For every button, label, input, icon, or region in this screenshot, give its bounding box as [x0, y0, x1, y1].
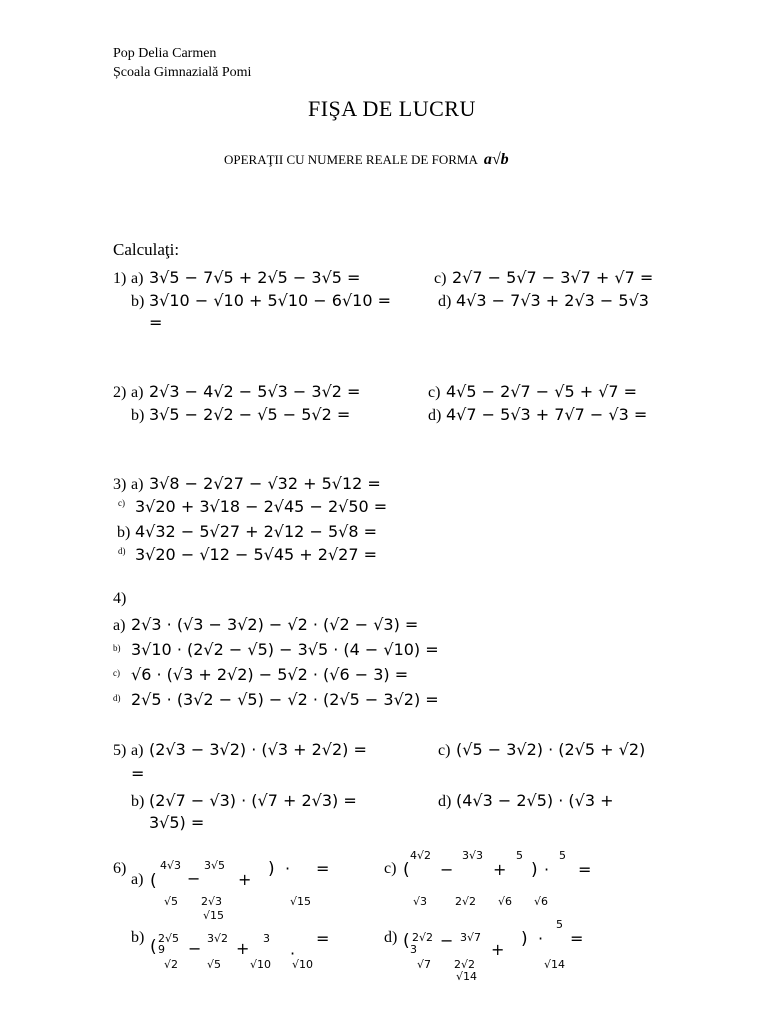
ex6-a-extra: √15 [203, 909, 225, 922]
ex2-d-expr: 4√7 − 5√3 + 7√7 − √3 = [446, 405, 648, 424]
ex6-a-plus: + [238, 870, 252, 889]
page-subtitle [224, 151, 509, 169]
ex6-d-extra: √14 [456, 970, 478, 983]
ex5-number: 5) [113, 742, 127, 759]
page-title: FIŞA DE LUCRU [308, 96, 476, 121]
ex6-c-open: ( [403, 860, 410, 880]
ex3-c-label: c) [118, 498, 125, 508]
ex2-number: 2) [113, 384, 127, 401]
ex4-c-label: c) [113, 668, 120, 678]
ex2-a-expr: 2√3 − 4√2 − 5√3 − 3√2 = [149, 382, 361, 401]
ex6-c-den4: √6 [534, 895, 549, 908]
ex5-a-label: a) [131, 742, 144, 759]
ex6-b-minus: − [188, 939, 202, 958]
ex6-b-eq: = [316, 929, 330, 948]
ex4-a-label: a) [113, 617, 126, 634]
ex6-a-den2: 2√3 [201, 895, 223, 908]
subtitle-text: OPERAŢII CU NUMERE REALE DE FORMA [224, 152, 478, 167]
ex5-a-expr: (2√3 − 3√2) · (√3 + 2√2) = [149, 740, 367, 759]
ex6-d-close: ) [521, 929, 528, 949]
ex1-b-cont: = [149, 313, 163, 332]
ex6-a-close: ) [268, 859, 275, 879]
ex6-b-num1: 2√5 [158, 932, 180, 945]
ex1-b-label: b) [131, 293, 145, 310]
ex6-d-den3: √14 [544, 958, 566, 971]
ex6-c-close: ) [531, 860, 538, 880]
ex6-c-eq: = [578, 860, 592, 879]
ex6-b-plus: + [236, 939, 250, 958]
ex6-c-dot: · [544, 860, 550, 879]
ex2-c-expr: 4√5 − 2√7 − √5 + √7 = [446, 382, 638, 401]
ex6-c-den2: 2√2 [455, 895, 477, 908]
ex6-b-dot: · [290, 944, 296, 963]
ex2-a-label: a) [131, 384, 144, 401]
ex6-a-label: a) [131, 871, 144, 888]
ex6-a-dot: · [285, 859, 291, 878]
ex5-b-label: b) [131, 793, 145, 810]
ex3-d-expr: 3√20 − √12 − 5√45 + 2√27 = [135, 545, 377, 564]
ex4-b-label: b) [113, 643, 121, 653]
ex1-c-expr: 2√7 − 5√7 − 3√7 + √7 = [452, 268, 654, 287]
ex6-c-num2: 3√3 [462, 849, 484, 862]
ex6-d-num1: 2√2 [412, 931, 434, 944]
ex6-d-num2: 3√7 [460, 931, 482, 944]
ex3-number: 3) [113, 476, 127, 493]
instruction: Calculaţi: [113, 240, 180, 259]
ex5-a-cont: = [131, 764, 145, 783]
ex5-d-expr: (4√3 − 2√5) · (√3 + [456, 791, 614, 810]
ex6-b-open: ( [150, 937, 157, 957]
ex2-d-label: d) [428, 407, 442, 424]
ex6-c-plus: + [493, 860, 507, 879]
ex6-d-open: ( [403, 931, 410, 951]
ex3-b-label: b) [117, 524, 131, 541]
ex4-d-label: d) [113, 693, 121, 703]
ex6-b-den1: √2 [164, 958, 179, 971]
ex4-number: 4) [113, 590, 127, 607]
ex6-d-plus: + [491, 940, 505, 959]
ex1-c-label: c) [434, 270, 447, 287]
ex6-a-den3: √15 [290, 895, 312, 908]
ex2-b-label: b) [131, 407, 145, 424]
ex6-c-den1: √3 [413, 895, 428, 908]
ex6-a-den1: √5 [164, 895, 179, 908]
ex5-d-label: d) [438, 793, 452, 810]
ex6-c-num4: 5 [559, 849, 566, 862]
ex6-d-den1: √7 [417, 958, 432, 971]
school-name: Școala Gimnazială Pomi [113, 65, 252, 80]
subtitle-form: a√b [483, 151, 509, 168]
ex6-d-eq: = [570, 929, 584, 948]
ex6-c-label: c) [384, 860, 397, 877]
ex6-a-open: ( [150, 871, 157, 891]
ex6-d-dot: · [538, 929, 544, 948]
ex5-c-expr: (√5 − 3√2) · (2√5 + √2) [456, 740, 646, 759]
ex6-b-extra: 9 [158, 943, 165, 956]
ex6-a-num1: 4√3 [160, 859, 182, 872]
ex6-c-den3: √6 [498, 895, 513, 908]
ex6-b-num3: 3 [263, 932, 270, 945]
ex6-a-num2: 3√5 [204, 859, 226, 872]
ex6-c-minus: − [440, 860, 454, 879]
ex6-b-den2: √5 [207, 958, 222, 971]
ex1-a-expr: 3√5 − 7√5 + 2√5 − 3√5 = [149, 268, 361, 287]
ex6-b-den4: √10 [292, 958, 314, 971]
ex6-d-label: d) [384, 929, 398, 946]
ex3-b-expr: 4√32 − 5√27 + 2√12 − 5√8 = [135, 522, 377, 541]
ex4-a-expr: 2√3 · (√3 − 3√2) − √2 · (√2 − √3) = [131, 615, 419, 634]
ex3-d-label: d) [118, 546, 126, 556]
ex6-c-num3: 5 [516, 849, 523, 862]
ex4-d-expr: 2√5 · (3√2 − √5) − √2 · (2√5 − 3√2) = [131, 690, 439, 709]
ex6-b-label: b) [131, 929, 145, 946]
ex1-d-label: d) [438, 293, 452, 310]
ex6-d-den2: 2√2 [454, 958, 476, 971]
ex3-a-label: a) [131, 476, 144, 493]
ex6-d-minus: − [440, 931, 454, 950]
ex1-b-expr: 3√10 − √10 + 5√10 − 6√10 = [149, 291, 391, 310]
author-name: Pop Delia Carmen [113, 46, 217, 61]
ex3-a-expr: 3√8 − 2√27 − √32 + 5√12 = [149, 474, 381, 493]
ex6-d-small: 3 [410, 943, 417, 956]
ex6-d-num3: 5 [556, 918, 563, 931]
ex5-d-cont: 3√5) = [149, 813, 205, 832]
ex4-c-expr: √6 · (√3 + 2√2) − 5√2 · (√6 − 3) = [131, 665, 409, 684]
ex6-b-den3: √10 [250, 958, 272, 971]
ex1-d-expr: 4√3 − 7√3 + 2√3 − 5√3 [456, 291, 649, 310]
ex1-a-label: a) [131, 270, 144, 287]
ex3-c-expr: 3√20 + 3√18 − 2√45 − 2√50 = [135, 497, 388, 516]
ex2-c-label: c) [428, 384, 441, 401]
ex6-c-num1: 4√2 [410, 849, 432, 862]
ex4-b-expr: 3√10 · (2√2 − √5) − 3√5 · (4 − √10) = [131, 640, 439, 659]
ex6-a-eq: = [316, 859, 330, 878]
ex5-b-expr: (2√7 − √3) · (√7 + 2√3) = [149, 791, 357, 810]
ex6-number: 6) [113, 860, 127, 877]
ex6-a-minus: − [187, 869, 201, 888]
ex6-b-num2: 3√2 [207, 932, 229, 945]
ex5-c-label: c) [438, 742, 451, 759]
ex1-number: 1) [113, 270, 127, 287]
ex2-b-expr: 3√5 − 2√2 − √5 − 5√2 = [149, 405, 351, 424]
